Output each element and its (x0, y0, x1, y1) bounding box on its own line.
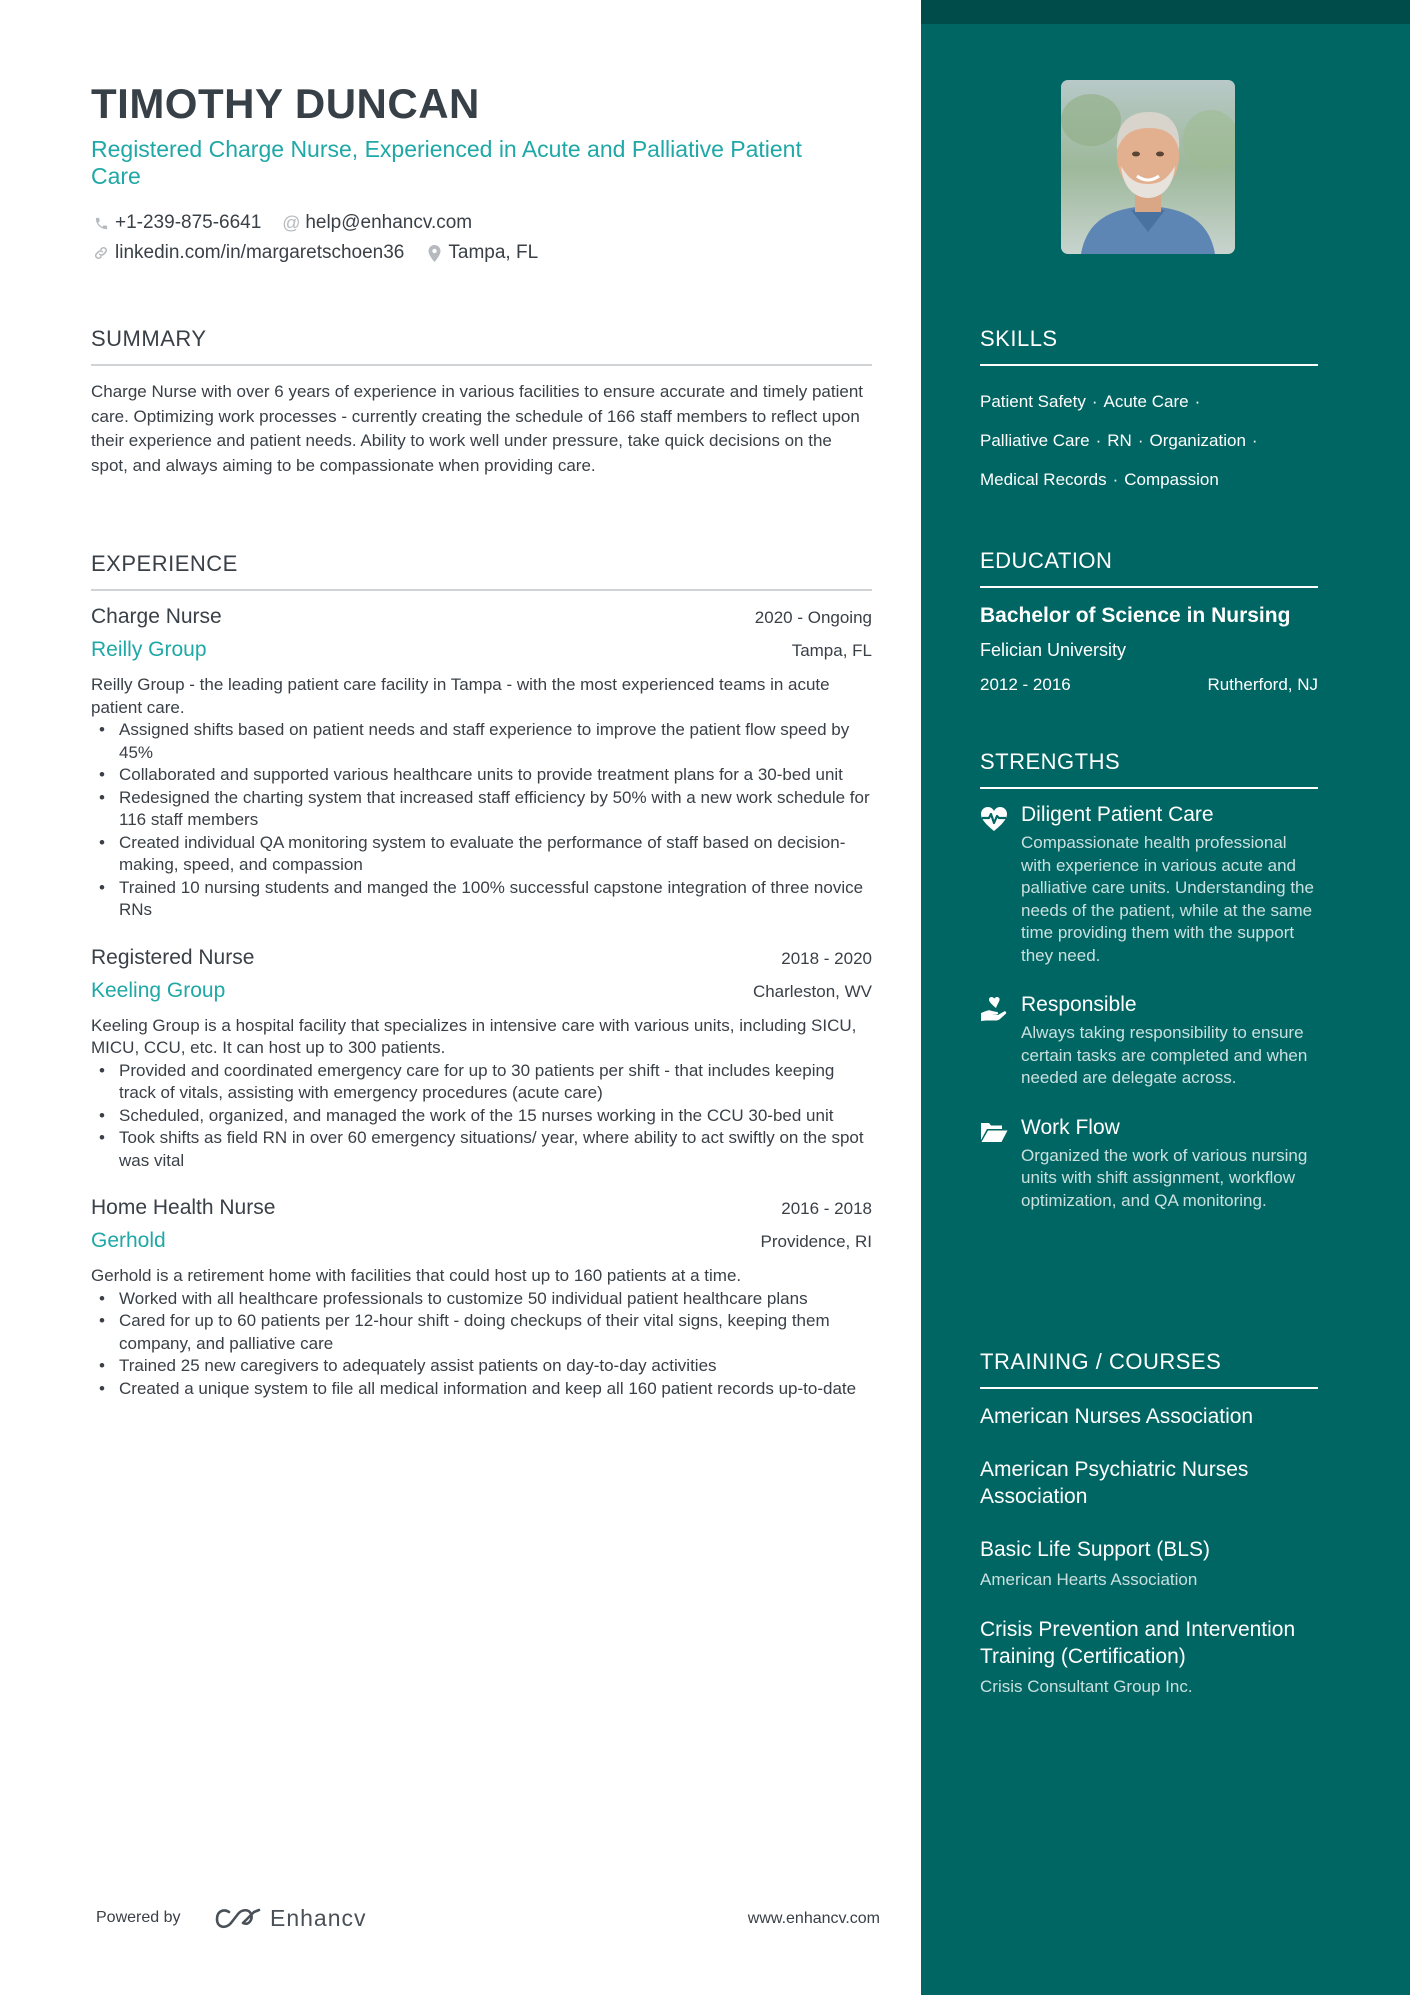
job-bullets (91, 1288, 872, 1401)
job-bullet: • Redesigned the charting system that increased staff efficiency by 50% with a new work schedule for 116 staff members (91, 787, 872, 832)
job-location: Providence, RI (760, 1232, 872, 1251)
skill-item: Compassion (1124, 470, 1219, 489)
folder-open-icon (980, 1119, 1008, 1145)
brand-name: Enhancv (270, 1905, 367, 1931)
job-bullet: • Took shifts as field RN in over 60 emergency situations/ year, where ability to act swiftly on the spot was vital (91, 1127, 872, 1172)
job-bullets (91, 719, 872, 922)
job-bullet: • Cared for up to 60 patients per 12-hour shift - doing checkups of their vital signs, keeping them company, and palliative care (91, 1310, 872, 1355)
job-title: Registered Nurse (91, 945, 255, 969)
location-pin-icon (424, 243, 444, 263)
course-name: Crisis Prevention and Intervention Training (Certification) (980, 1618, 1296, 1668)
job-company: Reilly Group (91, 638, 207, 661)
course-issuer: Crisis Consultant Group Inc. (980, 1677, 1193, 1696)
course-item (980, 1456, 1318, 1510)
job-bullet: • Collaborated and supported various healthcare units to provide treatment plans for a 30-bed unit (91, 764, 872, 787)
job-dates: 2018 - 2020 (781, 948, 872, 968)
link-icon (91, 243, 111, 263)
experience-section (91, 551, 872, 1400)
summary-section (91, 326, 872, 478)
phone-text[interactable]: +1-239-875-6641 (115, 212, 262, 233)
summary-text: Charge Nurse with over 6 years of experience in various facilities to ensure accurate and timely patient care. Optimizing work processes - currently creating the schedule of 166 staff members to reflect upon their experience and patient needs. Ability to work well under pressure, take quick decisions on the spot, and always aiming to be compassionate when providing care. (91, 382, 863, 475)
job-bullet: • Scheduled, organized, and managed the work of the 15 nurses working in the CCU 30-bed unit (91, 1105, 872, 1128)
strength-item (980, 993, 1318, 1090)
course-name: American Psychiatric Nurses Association (980, 1458, 1249, 1508)
course-name: American Nurses Association (980, 1405, 1254, 1428)
job-description: Gerhold is a retirement home with facilities that could host up to 160 patients at a time. (91, 1266, 742, 1285)
training-title: TRAINING / COURSES (980, 1349, 1318, 1389)
summary-title: SUMMARY (91, 326, 872, 366)
enhancv-logo-icon (214, 1906, 262, 1932)
enhancv-logo[interactable] (214, 1905, 367, 1932)
skill-item: Medical Records (980, 470, 1107, 489)
job-description: Reilly Group - the leading patient care facility in Tampa - with the most experienced teams in acute patient care. (91, 675, 830, 717)
job-entry (91, 1196, 872, 1400)
course-item (980, 1403, 1318, 1430)
course-item (980, 1536, 1318, 1590)
job-entry (91, 946, 872, 1173)
strength-description: Organized the work of various nursing units with shift assignment, workflow optimization, and QA monitoring. (1021, 1145, 1308, 1210)
website-link[interactable]: www.enhancv.com (747, 1910, 880, 1927)
strength-description: Always taking responsibility to ensure certain tasks are completed and when needed are delegate across. (1021, 1023, 1308, 1087)
email-link[interactable]: help@enhancv.com (305, 212, 473, 233)
job-entry (91, 605, 872, 922)
strength-name: Responsible (1021, 993, 1137, 1016)
skills-section (980, 326, 1318, 499)
strength-name: Diligent Patient Care (1021, 803, 1214, 826)
skill-item: RN (1107, 431, 1132, 450)
contact-info (91, 208, 872, 268)
job-location: Tampa, FL (791, 641, 872, 660)
location-text: Tampa, FL (448, 242, 539, 263)
course-name: Basic Life Support (BLS) (980, 1538, 1210, 1561)
job-company: Gerhold (91, 1229, 166, 1252)
job-bullet: • Assigned shifts based on patient needs and staff experience to improve the patient flow speed by 45% (91, 719, 872, 764)
job-bullet: • Worked with all healthcare professionals to customize 50 individual patient healthcare plans (91, 1288, 872, 1311)
skills-list: Patient Safety · Acute Care · Palliative Care · RN · Organization · Medical Records · Compassion (980, 392, 1258, 489)
skills-title: SKILLS (980, 326, 1318, 366)
education-title: EDUCATION (980, 548, 1318, 588)
training-section (980, 1349, 1318, 1697)
job-company: Keeling Group (91, 978, 226, 1002)
job-bullet: • Trained 25 new caregivers to adequately assist patients on day-to-day activities (91, 1355, 872, 1378)
job-bullet: • Created individual QA monitoring system to evaluate the performance of staff based on decision-making, speed, and compassion (91, 832, 872, 877)
at-icon: @ (282, 212, 301, 233)
candidate-headline: Registered Charge Nurse, Experienced in Acute and Palliative Patient Care (91, 136, 802, 189)
powered-by-text: Powered by (96, 1909, 181, 1926)
job-dates: 2020 - Ongoing (754, 608, 872, 627)
education-degree: Bachelor of Science in Nursing (980, 604, 1291, 627)
linkedin-link[interactable]: linkedin.com/in/margaretschoen36 (115, 242, 405, 263)
course-item (980, 1616, 1318, 1697)
job-bullets (91, 1060, 872, 1173)
job-title: Home Health Nurse (91, 1196, 276, 1219)
job-title: Charge Nurse (91, 605, 222, 628)
education-school: Felician University (980, 640, 1127, 660)
job-bullet: • Trained 10 nursing students and manged the 100% successful capstone integration of three novice RNs (91, 877, 872, 922)
course-issuer: American Hearts Association (980, 1570, 1198, 1589)
job-location: Charleston, WV (752, 981, 872, 1001)
strength-description: Compassionate health professional with experience in various acute and palliative care units. Understanding the needs of the patient, while at the same time providing them with the support they need. (1021, 833, 1314, 965)
strength-name: Work Flow (1021, 1115, 1120, 1139)
heartbeat-icon (980, 806, 1008, 832)
phone-icon (91, 213, 111, 233)
skill-item: Patient Safety (980, 392, 1086, 411)
strengths-section (980, 749, 1318, 1212)
candidate-name: TIMOTHY DUNCAN (91, 80, 480, 127)
experience-title: EXPERIENCE (91, 551, 872, 591)
skill-item: Acute Care (1103, 392, 1189, 411)
strength-item (980, 803, 1318, 967)
profile-photo (1061, 80, 1235, 254)
skill-item: Organization (1149, 431, 1246, 450)
strength-item (980, 1116, 1318, 1213)
sidebar (921, 0, 1410, 1995)
job-bullet: • Created a unique system to file all medical information and keep all 160 patient records up-to-date (91, 1378, 872, 1401)
education-location: Rutherford, NJ (1207, 675, 1318, 694)
skill-item: Palliative Care (980, 431, 1090, 450)
job-bullet: • Provided and coordinated emergency care for up to 30 patients per shift - that includes keeping track of vitals, assisting with emergency procedures (acute care) (91, 1060, 872, 1105)
education-section (980, 548, 1318, 695)
footer (0, 1905, 880, 1935)
hand-heart-icon (980, 996, 1008, 1022)
job-description: Keeling Group is a hospital facility that specializes in intensive care with various units, including SICU, MICU, CCU, etc. It can host up to 300 patients. (91, 1015, 857, 1057)
job-dates: 2016 - 2018 (781, 1199, 872, 1218)
sidebar-top-band (921, 0, 1410, 24)
education-dates: 2012 - 2016 (980, 675, 1071, 694)
strengths-title: STRENGTHS (980, 749, 1318, 789)
